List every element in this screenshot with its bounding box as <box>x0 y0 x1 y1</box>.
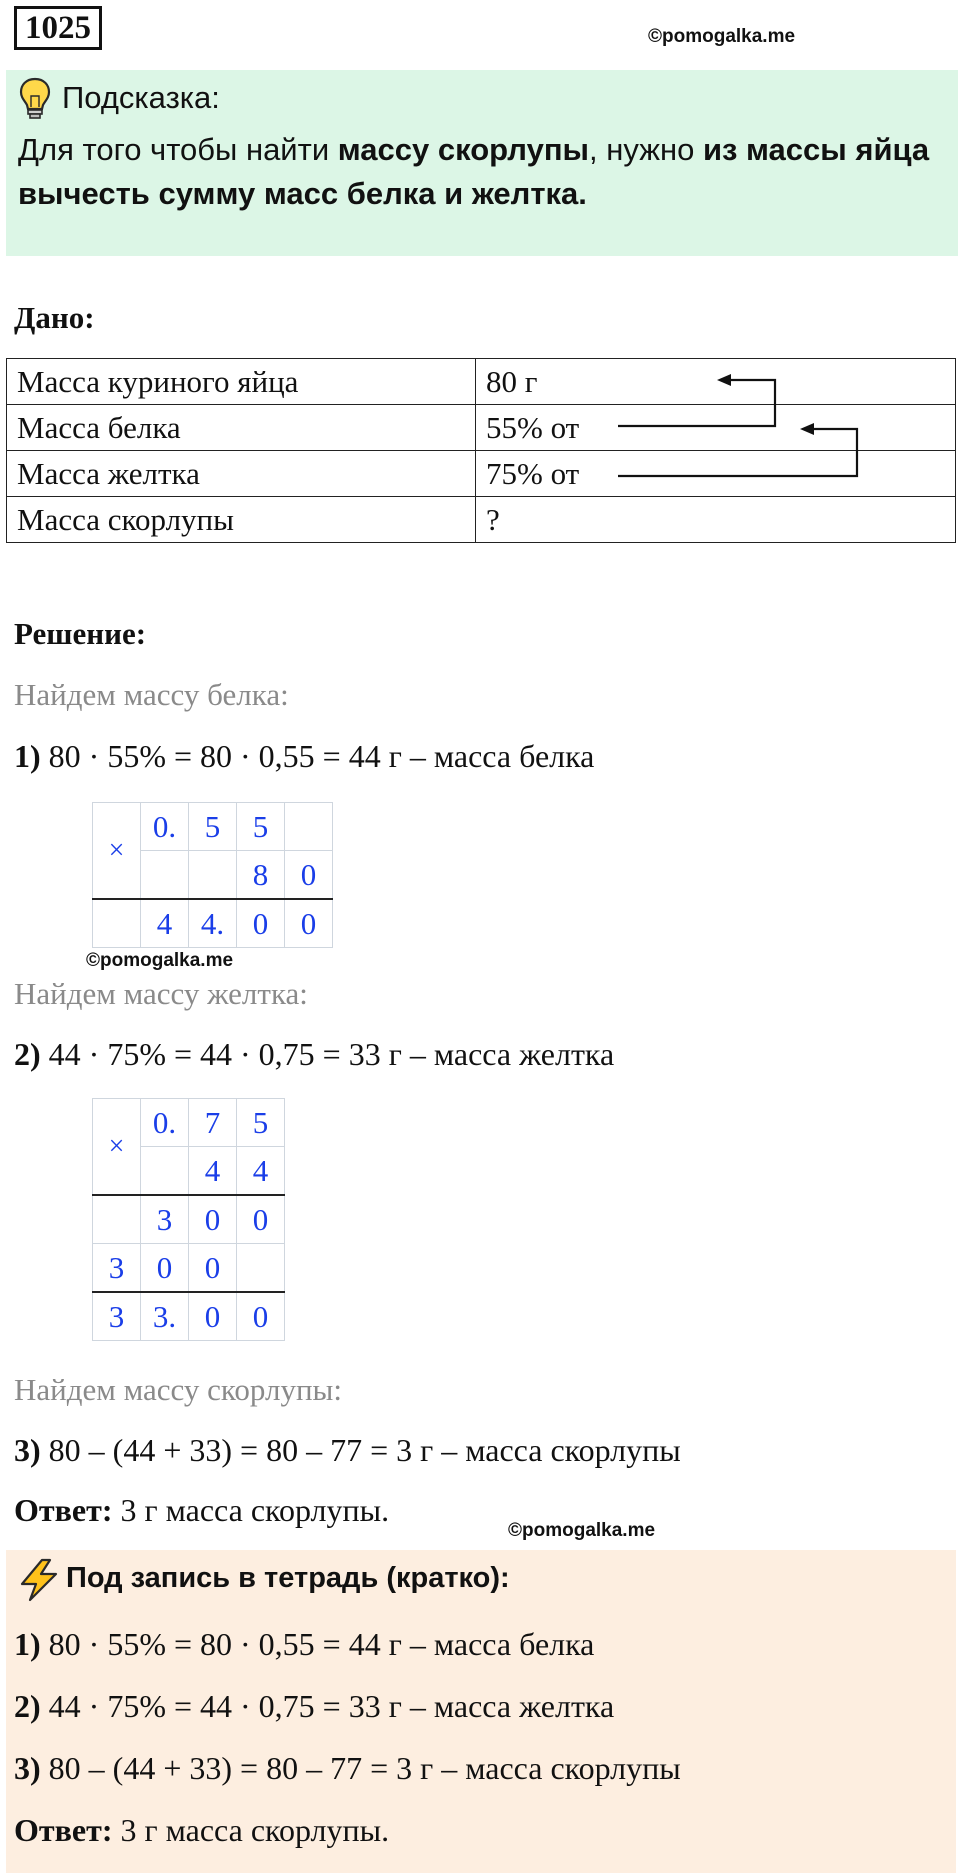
digit: 4. <box>189 899 237 948</box>
task-number: 1025 <box>14 6 102 50</box>
digit: 5 <box>237 1099 285 1147</box>
step3-intro: Найдем массу скорлупы: <box>14 1372 342 1407</box>
digit: 0 <box>285 899 333 948</box>
digit <box>93 899 141 948</box>
digit: 0 <box>141 1244 189 1293</box>
digit <box>141 851 189 900</box>
digit: 0 <box>189 1244 237 1293</box>
digit: 0 <box>285 851 333 900</box>
answer-line: Ответ: 3 г масса скорлупы. <box>14 1492 390 1528</box>
cell-value: 80 г <box>476 359 956 405</box>
hint-title: Подсказка: <box>62 80 220 115</box>
digit: 0 <box>237 1195 285 1244</box>
multiply-sign: × <box>93 803 141 900</box>
cell-label: Масса куриного яйца <box>7 359 476 405</box>
given-arrows <box>0 0 960 500</box>
digit: 0 <box>189 1292 237 1341</box>
digit <box>237 1244 285 1293</box>
digit <box>285 803 333 851</box>
arrow-white-to-egg <box>618 380 775 426</box>
multiplication-grid-2 <box>92 1098 285 1341</box>
digit: 0 <box>237 899 285 948</box>
digit: 3 <box>93 1292 141 1341</box>
given-heading: Дано: <box>14 300 95 335</box>
digit <box>141 1147 189 1196</box>
notebook-line-3: 3) 80 – (44 + 33) = 80 – 77 = 3 г – масса скорлупы <box>14 1750 681 1786</box>
cell-label: Масса желтка <box>7 451 476 497</box>
multiply-sign: × <box>93 1099 141 1196</box>
cell-label: Масса скорлупы <box>7 497 476 543</box>
digit: 5 <box>189 803 237 851</box>
notebook-line-1: 1) 80 · 55% = 80 · 0,55 = 44 г – масса белка <box>14 1626 595 1662</box>
watermark: ©pomogalka.me <box>508 1520 656 1541</box>
digit: 4 <box>237 1147 285 1196</box>
digit: 3 <box>141 1195 189 1244</box>
watermark: ©pomogalka.me <box>648 26 796 47</box>
digit <box>93 1195 141 1244</box>
digit: 8 <box>237 851 285 900</box>
watermark: ©pomogalka.me <box>86 950 234 971</box>
step1-line: 1) 80 · 55% = 80 · 0,55 = 44 г – масса белка <box>14 738 595 774</box>
digit: 0. <box>141 1099 189 1147</box>
cell-label: Масса белка <box>7 405 476 451</box>
digit: 5 <box>237 803 285 851</box>
table-row <box>7 497 956 543</box>
step3-line: 3) 80 – (44 + 33) = 80 – 77 = 3 г – масса скорлупы <box>14 1432 681 1468</box>
digit: 0. <box>141 803 189 851</box>
step1-intro: Найдем массу белка: <box>14 677 289 712</box>
arrow-yolk-to-white <box>618 429 857 476</box>
solution-heading: Решение: <box>14 616 147 651</box>
digit: 4 <box>189 1147 237 1196</box>
notebook-line-2: 2) 44 · 75% = 44 · 0,75 = 33 г – масса желтка <box>14 1688 615 1724</box>
digit: 3. <box>141 1292 189 1341</box>
digit: 4 <box>141 899 189 948</box>
multiplication-grid-1 <box>92 802 333 948</box>
lightning-icon <box>18 1558 60 1602</box>
digit: 3 <box>93 1244 141 1293</box>
step2-line: 2) 44 · 75% = 44 · 0,75 = 33 г – масса желтка <box>14 1036 615 1072</box>
digit: 0 <box>237 1292 285 1341</box>
notebook-answer: Ответ: 3 г масса скорлупы. <box>14 1812 390 1848</box>
step2-intro: Найдем массу желтка: <box>14 976 308 1011</box>
cell-value: ? <box>476 497 956 543</box>
cell-value: 75% от <box>476 451 956 497</box>
arrowhead <box>717 374 731 386</box>
cell-value: 55% от <box>476 405 956 451</box>
digit <box>189 851 237 900</box>
digit: 7 <box>189 1099 237 1147</box>
arrowhead <box>800 423 814 435</box>
hint-text: Для того чтобы найти массу скорлупы, нужно из массы яйца вычесть сумму масс белка и желтка. <box>18 132 930 211</box>
digit: 0 <box>189 1195 237 1244</box>
notebook-title: Под запись в тетрадь (кратко): <box>66 1562 510 1594</box>
